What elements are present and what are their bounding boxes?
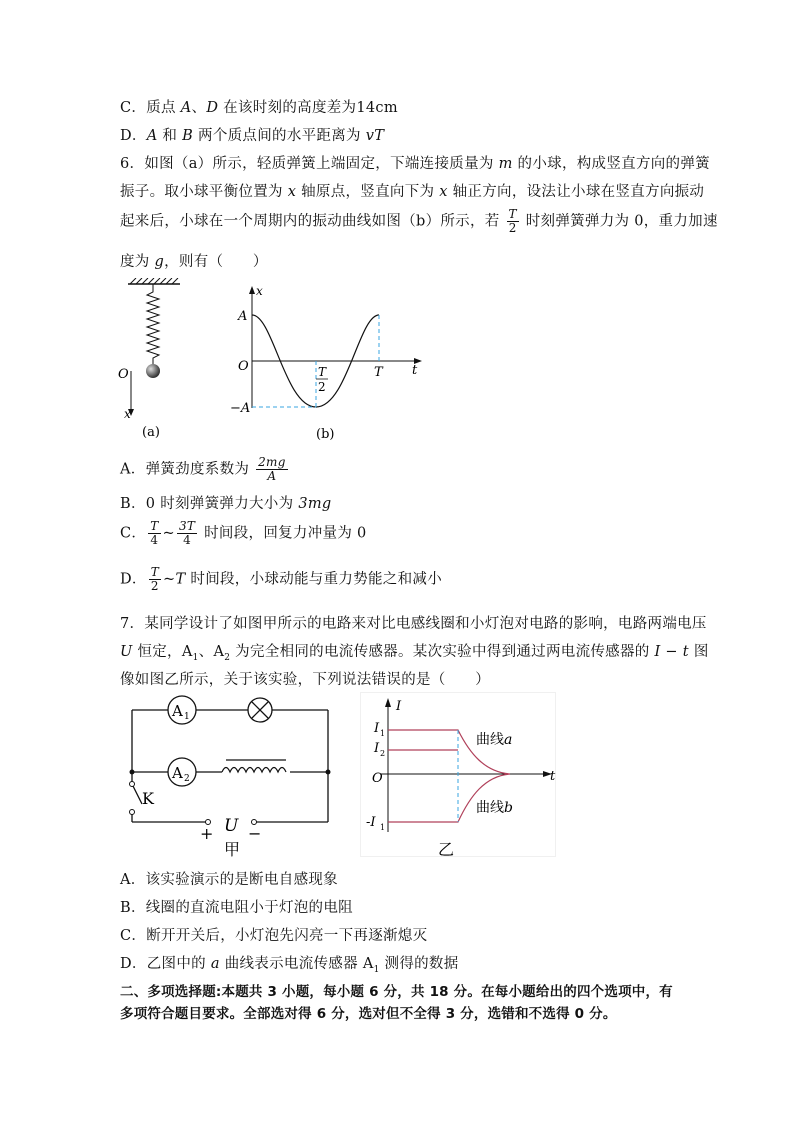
- fraction: $\frac{3T}{4}$: [178, 519, 196, 547]
- neg-i1-sub: 1: [380, 823, 386, 832]
- figure-yi-graph: [360, 692, 560, 860]
- spring: [147, 284, 159, 364]
- curve-a-label: 曲线: [476, 732, 504, 748]
- q6-stem-line2: 振子。取小球平衡位置为 x 轴原点，竖直向下为 x 轴正方向，设法让小球在竖直方向振动: [120, 184, 705, 200]
- plus-terminal: +: [200, 824, 214, 843]
- origin-label: O: [118, 367, 129, 382]
- q6-stem-line1: 6．如图（a）所示，轻质弹簧上端固定，下端连接质量为 m 的小球，构成竖直方向的弹簧: [120, 156, 710, 172]
- figure-b-graph: [228, 280, 428, 446]
- q7-option-a: A．该实验演示的是断电自感现象: [120, 872, 338, 888]
- period-label: T: [374, 365, 383, 380]
- half-period-num: T: [318, 365, 327, 379]
- figure-a-spring: [110, 278, 200, 446]
- time-axis-label: t: [412, 363, 418, 378]
- voltage-label: U: [224, 816, 239, 836]
- figure-jia-circuit: [120, 692, 340, 860]
- q7-option-c: C．断开开关后，小灯泡先闪亮一下再逐渐熄灭: [120, 928, 428, 944]
- ball: [146, 364, 160, 378]
- q6-option-c: C． $\frac{T}{4}$ ~ $\frac{3T}{4}$ 时间段，回复力冲量为 0: [120, 519, 367, 547]
- origin-label: O: [372, 771, 383, 786]
- q7-stem-line2: U 恒定，$A_1$、$A_2$ 为完全相同的电流传感器。某次实验中得到通过两电流传感器的 I − t 图: [120, 644, 709, 663]
- q6-option-d: D． $\frac{T}{2}$ ~T 时间段，小球动能与重力势能之和减小: [120, 565, 442, 593]
- i1-sub: 1: [380, 729, 386, 738]
- ammeter-a2-sub: 2: [184, 774, 190, 784]
- minus-terminal: −: [248, 824, 262, 843]
- q7-stem-line3: 像如图乙所示，关于该实验，下列说法错误的是（ ）: [120, 672, 490, 688]
- curve-b-label: 曲线: [476, 800, 504, 816]
- caption-yi: 乙: [438, 840, 455, 859]
- q5-option-c: C．质点 A、D 在该时刻的高度差为14cm: [120, 100, 398, 116]
- q6-option-b: B．0 时刻弹簧弹力大小为 3mg: [120, 496, 332, 512]
- fraction: $\frac{T}{2}$: [508, 207, 517, 235]
- i1-label: I: [374, 721, 380, 736]
- x-axis-label: x: [124, 407, 131, 421]
- neg-i1-label: -I: [366, 815, 376, 830]
- curve-b-letter: b: [504, 800, 513, 816]
- caption-jia: 甲: [224, 840, 241, 859]
- lamp-icon: [248, 698, 272, 722]
- origin-label: O: [238, 359, 249, 374]
- q5-option-d: D．A 和 B 两个质点间的水平距离为 vT: [120, 128, 385, 144]
- amplitude-label: A: [238, 309, 248, 324]
- axis-x-label: x: [256, 284, 263, 298]
- time-axis-label: t: [550, 769, 556, 784]
- section2-heading-line1: 二、多项选择题:本题共 3 小题，每小题 6 分，共 18 分。在每小题给出的四个选项中，有: [120, 984, 673, 1000]
- neg-amplitude-label: −A: [230, 401, 251, 416]
- q7-stem-line1: 7．某同学设计了如图甲所示的电路来对比电感线圈和小灯泡对电路的影响，电路两端电压: [120, 616, 707, 632]
- ammeter-a1-label: A: [172, 702, 183, 720]
- curve-a-letter: a: [504, 732, 513, 748]
- caption-b: (b): [316, 427, 335, 442]
- i2-label: I: [374, 741, 380, 756]
- section2-heading-line2: 多项符合题目要求。全部选对得 6 分，选对但不全得 3 分，选错和不选得 0 分。: [120, 1006, 617, 1022]
- fraction: $\frac{T}{4}$: [150, 519, 159, 547]
- axis-i-label: I: [396, 699, 402, 714]
- caption-a: (a): [142, 425, 160, 440]
- fraction: $\frac{2mg}{A}$: [258, 455, 286, 483]
- half-period-den: 2: [318, 380, 326, 394]
- switch-label: K: [142, 789, 154, 808]
- q7-option-b: B．线圈的直流电阻小于灯泡的电阻: [120, 900, 353, 916]
- q6-stem-line4: 度为 g，则有（ ）: [120, 254, 268, 270]
- q6-stem-line3: 起来后，小球在一个周期内的振动曲线如图（b）所示，若 $\frac{T}{2}$ 时刻弹簧弹力为 0，重力加速: [120, 207, 718, 235]
- fraction: $\frac{T}{2}$: [150, 565, 160, 593]
- i2-sub: 2: [380, 749, 386, 758]
- ammeter-a2-label: A: [172, 764, 183, 782]
- q6-option-a: A．弹簧劲度系数为 $\frac{2mg}{A}$: [120, 455, 286, 483]
- inductor-coil: [222, 760, 286, 772]
- q7-option-d: D．乙图中的 a 曲线表示电流传感器 $A_1$ 测得的数据: [120, 956, 459, 975]
- ammeter-a1-sub: 1: [184, 712, 190, 722]
- ceiling-hatch: [130, 278, 178, 284]
